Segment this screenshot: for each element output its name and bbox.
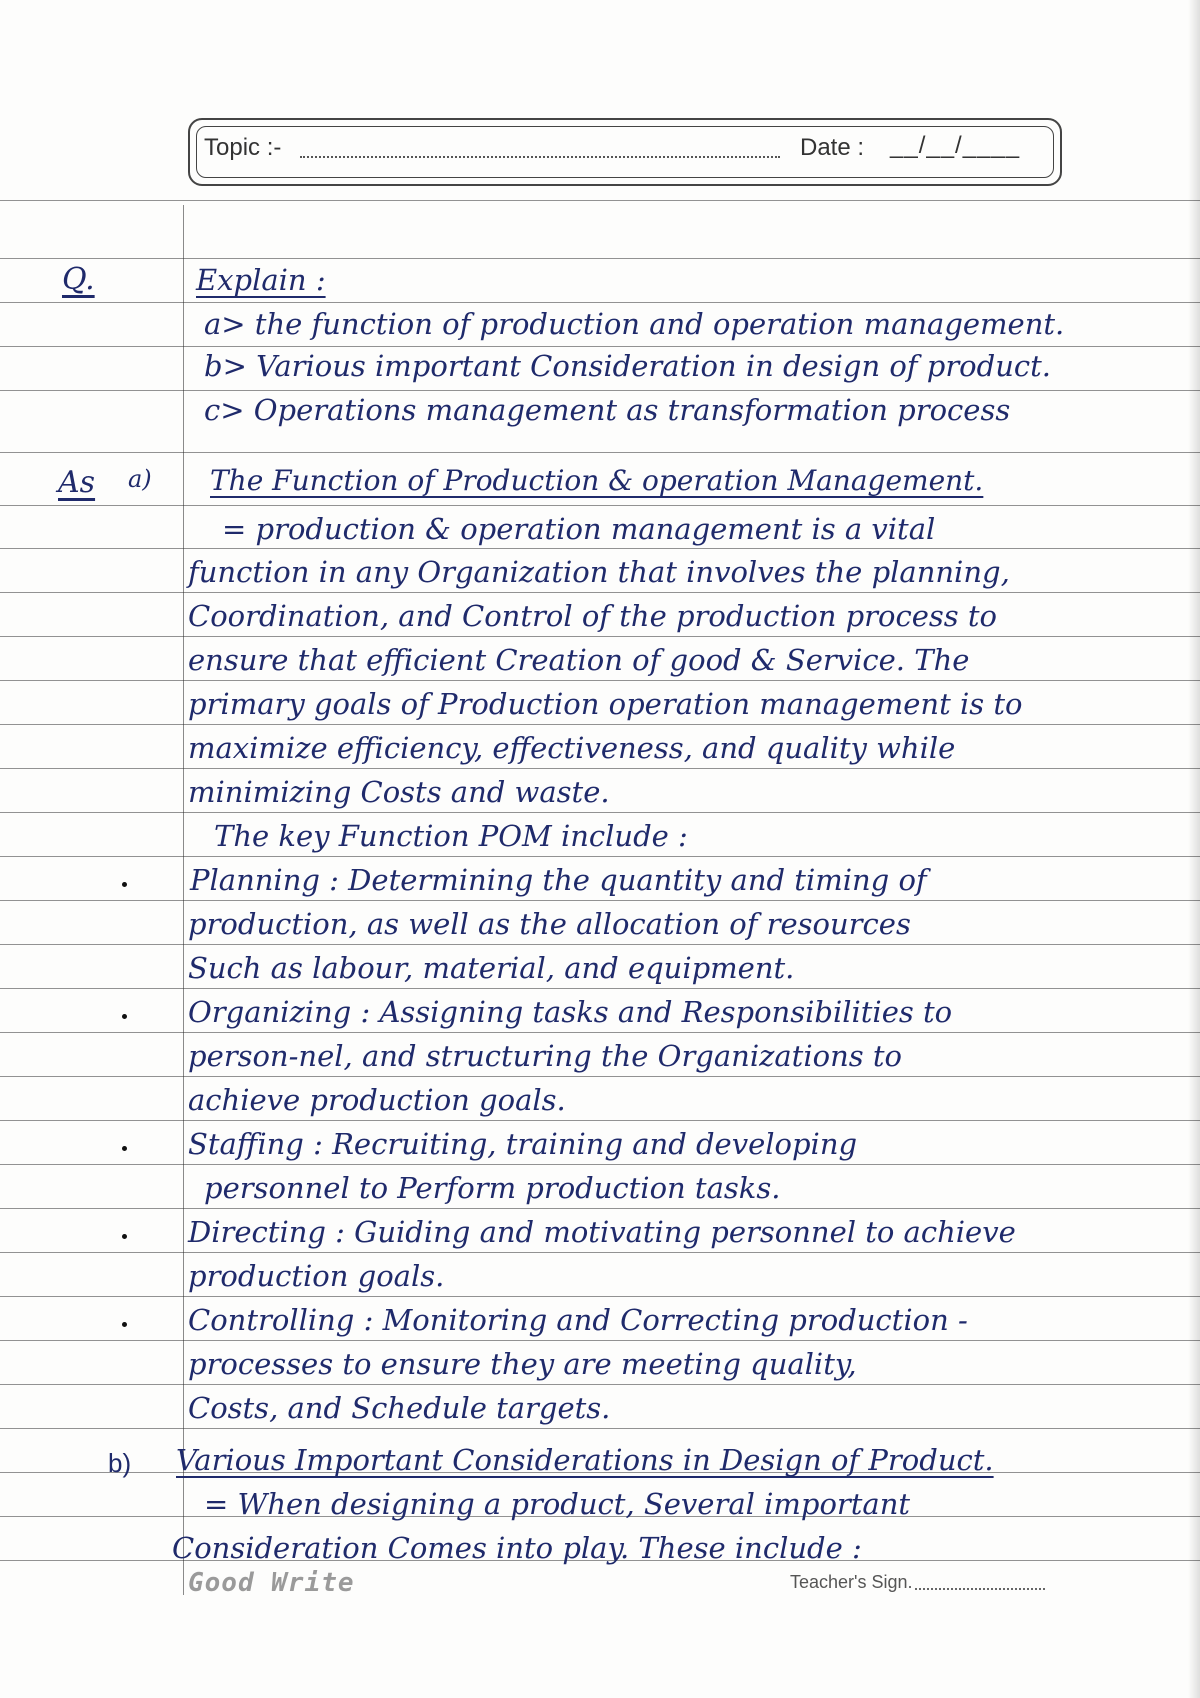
teacher-sign-label: Teacher's Sign. [790, 1572, 913, 1592]
ruled-line [0, 390, 1200, 391]
function-line: person-nel, and structuring the Organizations to [188, 1039, 902, 1073]
ruled-line [0, 1384, 1200, 1385]
date-blanks: __/__/____ [890, 132, 1021, 159]
intro-line: maximize efficiency, effectiveness, and quality while [188, 731, 956, 765]
topic-dotted-line [300, 156, 780, 158]
intro-line: ensure that efficient Creation of good & Service. The [188, 643, 970, 677]
bullet-dot [122, 1014, 127, 1019]
function-line: Costs, and Schedule targets. [188, 1391, 611, 1425]
topic-date-box [188, 118, 1062, 186]
answer-marker: As [58, 465, 96, 500]
function-line: Planning : Determining the quantity and timing of [190, 863, 927, 897]
bullet-dot [122, 1322, 127, 1327]
function-line: personnel to Perform production tasks. [204, 1171, 781, 1205]
ruled-line [0, 592, 1200, 593]
ruled-line [0, 636, 1200, 637]
function-line: Controlling : Monitoring and Correcting production - [188, 1303, 968, 1337]
ruled-line [0, 200, 1200, 201]
ruled-line [0, 346, 1200, 347]
ruled-line [0, 548, 1200, 549]
ruled-line [0, 452, 1200, 453]
bullet-dot [122, 1146, 127, 1151]
ruled-line [0, 258, 1200, 259]
function-line: processes to ensure they are meeting quality, [188, 1347, 857, 1381]
function-line: Staffing : Recruiting, training and developing [188, 1127, 858, 1161]
part-a-marker: a) [128, 465, 152, 493]
ruled-line [0, 1120, 1200, 1121]
page-edge-shadow [1188, 0, 1200, 1698]
brand-logo-text: Good Write [188, 1568, 355, 1598]
intro-line: The key Function POM include : [214, 819, 688, 853]
intro-line: minimizing Costs and waste. [188, 775, 610, 809]
function-line: Directing : Guiding and motivating personnel to achieve [188, 1215, 1016, 1249]
ruled-line [0, 1252, 1200, 1253]
function-line: production goals. [188, 1259, 445, 1293]
topic-label: Topic :- [204, 134, 282, 161]
question-line: c> Operations management as transformation process [204, 393, 1011, 427]
ruled-line [0, 1076, 1200, 1077]
ruled-line [0, 900, 1200, 901]
ruled-line [0, 680, 1200, 681]
ruled-line [0, 1340, 1200, 1341]
intro-line: Coordination, and Control of the production process to [188, 599, 997, 633]
part-b-marker: b) [108, 1448, 132, 1478]
ruled-line [0, 724, 1200, 725]
ruled-line [0, 812, 1200, 813]
ruled-line [0, 988, 1200, 989]
ruled-line [0, 944, 1200, 945]
part-a-heading: The Function of Production & operation Management. [210, 464, 984, 497]
question-marker: Q. [62, 262, 95, 297]
function-line: achieve production goals. [188, 1083, 566, 1117]
function-line: Organizing : Assigning tasks and Responsibilities to [188, 995, 953, 1029]
part-b-line: = When designing a product, Several important [204, 1487, 911, 1521]
question-line: a> the function of production and operation management. [204, 307, 1065, 341]
function-line: Such as labour, material, and equipment. [188, 951, 795, 985]
bullet-dot [122, 882, 127, 887]
ruled-line [0, 1296, 1200, 1297]
margin-line [183, 205, 184, 1595]
question-line: b> Various important Consideration in design of product. [204, 349, 1051, 383]
ruled-line [0, 1208, 1200, 1209]
teacher-sign-dotted-line [915, 1588, 1045, 1590]
part-b-heading: Various Important Considerations in Design of Product. [176, 1443, 994, 1477]
ruled-line [0, 1032, 1200, 1033]
date-label: Date : [800, 134, 865, 161]
bullet-dot [122, 1234, 127, 1239]
ruled-line [0, 1164, 1200, 1165]
ruled-line [0, 1428, 1200, 1429]
ruled-line [0, 768, 1200, 769]
intro-line: function in any Organization that involves the planning, [188, 555, 1010, 589]
part-b-line: Consideration Comes into play. These include : [172, 1531, 862, 1565]
ruled-line [0, 302, 1200, 303]
ruled-line [0, 505, 1200, 506]
function-line: production, as well as the allocation of resources [188, 907, 911, 941]
intro-line: primary goals of Production operation management is to [188, 687, 1023, 721]
question-line: Explain : [196, 263, 326, 297]
ruled-line [0, 856, 1200, 857]
intro-line: = production & operation management is a vital [222, 512, 936, 546]
